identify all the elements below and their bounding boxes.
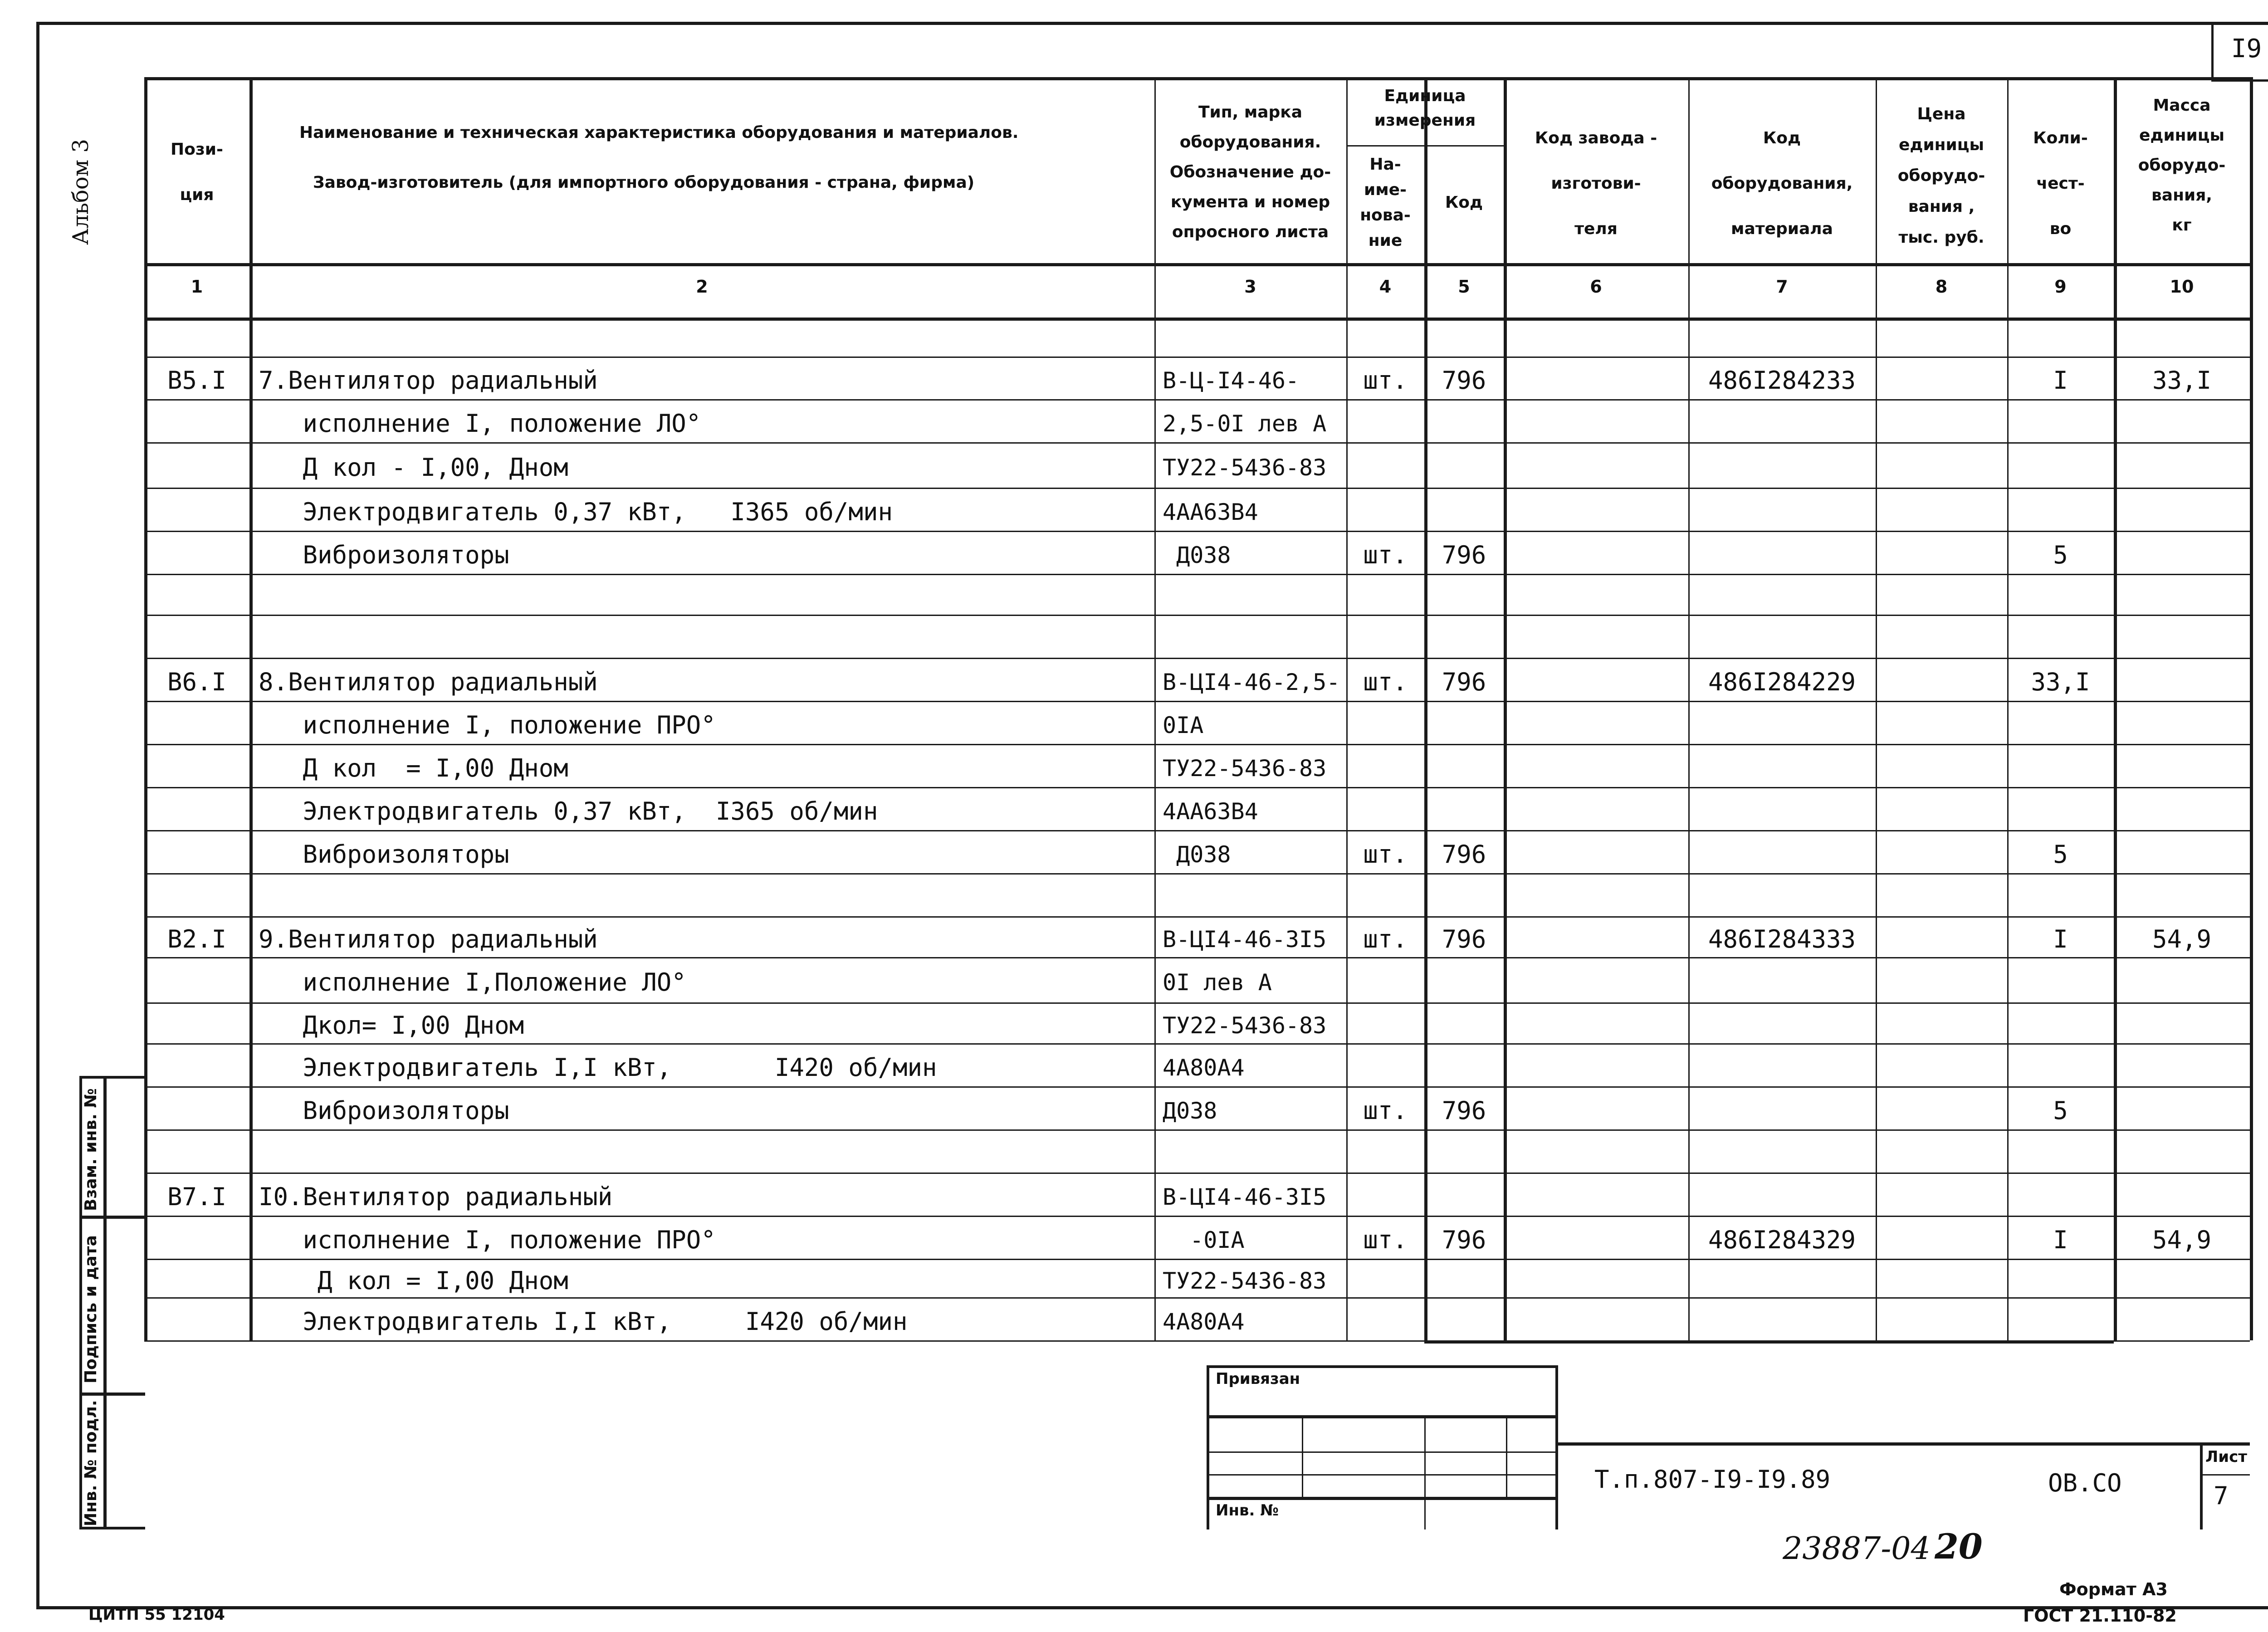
cell-name: исполнение I, положение ЛО° [259,409,701,438]
header-unit-name: На- [1369,155,1401,174]
cell-type: 2,5-0I лев А [1163,410,1327,437]
column-line [2007,77,2009,1340]
cell-name: 7.Вентилятор радиальный [259,366,598,395]
row-line [144,399,2250,401]
row-line [144,442,2250,444]
stamp-inv-label: Инв. № [1216,1501,1279,1520]
cell-name: 9.Вентилятор радиальный [259,925,598,953]
row-line [144,1129,2250,1131]
stamp-line [1207,1474,1558,1476]
cell-name: Дкол= I,00 Дном [259,1011,524,1040]
cell-type: ТУ22-5436-83 [1163,755,1327,782]
column-line [144,77,147,1340]
sheet-number: 7 [2214,1481,2229,1510]
stamp-line [1558,1442,2250,1446]
column-line [1346,77,1348,1340]
cell-qty: 33,I [2031,667,2090,696]
row-line [144,701,2250,702]
strip-divider [103,1076,107,1529]
cell-name: Д кол = I,00 Дном [259,753,568,782]
header-type: кумента и номер [1170,193,1330,211]
header-unit-name: име- [1364,181,1407,199]
stamp-line [1207,1451,1558,1453]
table-header-bottom-line [144,263,2250,266]
row-line [144,1043,2250,1045]
header-mass: Масса [2153,96,2211,115]
cell-code: 796 [1442,667,1486,696]
cell-type: ТУ22-5436-83 [1163,1012,1327,1039]
unit-group-line [1346,145,1504,147]
header-qty: чест- [2036,174,2085,193]
cell-type: В-Ц-I4-46- [1163,367,1300,394]
row-line [144,873,2250,875]
box-bottom-line [1424,1340,2114,1344]
row-line [144,574,2250,575]
stamp-line [1207,1415,1558,1418]
cell-name: Д кол = I,00 Дном [259,1266,568,1295]
column-number: 3 [1244,277,1256,297]
album-label: Альбом 3 [68,139,93,245]
header-price: оборудо- [1897,166,1985,185]
column-line [2114,77,2117,1340]
cell-code: 796 [1442,366,1486,395]
cell-name: исполнение I, положение ПРО° [259,710,716,739]
cell-code: 796 [1442,1225,1486,1254]
header-price: единицы [1898,136,1984,154]
header-type: Обозначение до- [1169,163,1331,181]
header-unit-group: измерения [1374,111,1476,130]
row-line [144,957,2250,958]
cell-type: В-ЦI4-46-3I5 [1163,1183,1327,1210]
cell-type: Д038 [1163,841,1231,868]
format-label: Формат А3 [2059,1579,2168,1599]
header-unit-code: Код [1445,193,1483,212]
row-line [144,488,2250,489]
stamp-line [2200,1474,2250,1476]
header-price: Цена [1917,105,1966,123]
cell-unit: шт. [1363,667,1408,696]
cell-unit: шт. [1363,366,1408,395]
cell-qty: I [2053,1225,2068,1254]
cell-equip: 486I284329 [1708,1225,1856,1254]
cell-name: Виброизоляторы [259,840,509,869]
cell-type: 4А80А4 [1163,1308,1245,1335]
cell-type: ТУ22-5436-83 [1163,454,1327,481]
column-line [1424,77,1427,1340]
stamp-line [1302,1415,1303,1497]
header-name-line1: Наименование и техническая характеристика оборудования и материалов. [299,123,1019,142]
cell-type: ТУ22-5436-83 [1163,1267,1327,1294]
header-mass: оборудо- [2138,156,2226,175]
row-line [144,615,2250,616]
column-line [1876,77,1877,1340]
header-unit-name: ние [1368,231,1403,250]
row-line [144,1216,2250,1217]
header-price: тыс. руб. [1898,228,1984,247]
sheet-label: Лист [2205,1448,2247,1466]
stamp-line [1424,1415,1426,1529]
cell-code: 796 [1442,840,1486,869]
header-price: вания , [1908,197,1975,216]
handwritten-number: 23887-04 [1783,1531,1931,1567]
header-unit-name: нова- [1360,206,1411,225]
doc-code: Т.п.807-I9-I9.89 [1594,1465,1831,1494]
row-line [144,1297,2250,1299]
stamp-line [1207,1497,1558,1500]
cell-qty: 5 [2053,840,2068,869]
strip-sign: Подпись и дата [82,1235,100,1383]
header-mass: вания, [2151,186,2212,205]
cell-qty: 5 [2053,540,2068,569]
cell-name: Виброизоляторы [259,1096,509,1125]
table-number-row-line [144,318,2250,321]
strip-divider [79,1393,145,1396]
row-line [144,357,2250,358]
cell-type: 4А80А4 [1163,1054,1245,1081]
column-number: 10 [2170,277,2194,297]
cell-type: Д038 [1163,542,1231,568]
cell-mass: 54,9 [2152,1225,2212,1254]
cell-equip: 486I284233 [1708,366,1856,395]
column-line [249,77,253,1340]
row-line [144,531,2250,532]
handwritten-number-2: 20 [1935,1526,1983,1567]
cell-name: Электродвигатель 0,37 кВт, I365 об/мин [259,497,893,526]
cell-pos: В6.I [167,667,227,696]
footer-right: ГОСТ 21.110-82 [2023,1606,2177,1626]
header-type: Тип, марка [1198,103,1303,122]
row-line [144,1173,2250,1174]
header-position: ция [180,186,214,204]
column-line [1154,77,1156,1340]
cell-code: 796 [1442,540,1486,569]
row-line [144,830,2250,831]
page-number: I9 [2231,34,2262,64]
strip-vzam: Взам. инв. № [82,1088,100,1211]
cell-unit: шт. [1363,840,1408,869]
header-position: Пози- [171,140,223,159]
cell-type: В-ЦI4-46-3I5 [1163,926,1327,953]
cell-name: Виброизоляторы [259,540,509,569]
cell-name: I0.Вентилятор радиальный [259,1182,613,1211]
row-line [144,1086,2250,1088]
column-line [1504,77,1507,1340]
cell-name: исполнение I,Положение ЛО° [259,968,686,997]
column-number: 6 [1590,277,1602,297]
column-number: 8 [1935,277,1948,297]
header-qty: во [2049,220,2072,238]
cell-type: -0IА [1163,1226,1245,1253]
cell-type: 4АА63В4 [1163,498,1258,525]
cell-name: 8.Вентилятор радиальный [259,667,598,696]
cell-name: Электродвигатель 0,37 кВт, I365 об/мин [259,796,878,826]
cell-code: 796 [1442,925,1486,953]
header-plant-code: Код завода - [1535,129,1657,147]
header-plant-code: теля [1574,220,1618,238]
row-line [144,916,2250,918]
cell-unit: шт. [1363,1096,1408,1125]
row-line [144,1259,2250,1260]
cell-pos: В2.I [167,925,227,953]
header-unit-group: Единица [1384,87,1466,105]
cell-qty: I [2053,925,2068,953]
stamp-line [1506,1415,1507,1497]
cell-pos: В7.I [167,1182,227,1211]
header-plant-code: изготови- [1551,174,1641,193]
cell-name: Д кол - I,00, Дном [259,453,568,482]
cell-name: исполнение I, положение ПРО° [259,1225,716,1254]
cell-type: 0I лев А [1163,969,1272,996]
column-number: 7 [1776,277,1788,297]
column-number: 2 [696,277,708,297]
header-mass: единицы [2139,126,2225,145]
column-number: 4 [1379,277,1392,297]
table-top-line [144,77,2250,80]
header-equipment-code: оборудования, [1711,174,1853,193]
cell-mass: 54,9 [2152,925,2212,953]
cell-type: 4АА63В4 [1163,798,1258,825]
cell-unit: шт. [1363,540,1408,569]
cell-mass: 33,I [2152,366,2212,395]
column-number: 9 [2054,277,2067,297]
header-type: опросного листа [1172,223,1329,241]
cell-qty: I [2053,366,2068,395]
cell-equip: 486I284333 [1708,925,1856,953]
cell-type: В-ЦI4-46-2,5- [1163,669,1340,695]
cell-type: 0IА [1163,712,1204,738]
row-line [144,1002,2250,1004]
cell-pos: В5.I [167,366,227,395]
header-mass: кг [2172,216,2192,235]
row-line [144,787,2250,788]
strip-divider [79,1216,145,1219]
cell-equip: 486I284229 [1708,667,1856,696]
header-equipment-code: материала [1731,220,1833,238]
row-line [144,658,2250,659]
cell-qty: 5 [2053,1096,2068,1125]
header-equipment-code: Код [1763,129,1801,147]
header-qty: Коли- [2033,129,2088,147]
cell-name: Электродвигатель I,I кВт, I420 об/мин [259,1307,908,1336]
column-line [1688,77,1690,1340]
header-name-line2: Завод-изготовитель (для импортного оборудования - страна, фирма) [313,173,975,192]
row-line [144,744,2250,745]
section-code: ОВ.СО [2048,1469,2122,1497]
header-type: оборудования. [1179,133,1321,151]
cell-name: Электродвигатель I,I кВт, I420 об/мин [259,1053,937,1082]
column-line [2250,77,2253,1340]
cell-type: Д038 [1163,1097,1217,1124]
cell-unit: шт. [1363,925,1408,953]
strip-inv: Инв. № подл. [82,1400,100,1526]
footer-left: ЦИТП 55 12104 [88,1606,225,1624]
cell-unit: шт. [1363,1225,1408,1254]
column-number: 5 [1458,277,1470,297]
cell-code: 796 [1442,1096,1486,1125]
column-number: 1 [191,277,203,297]
stamp-bound-label: Привязан [1216,1370,1300,1388]
